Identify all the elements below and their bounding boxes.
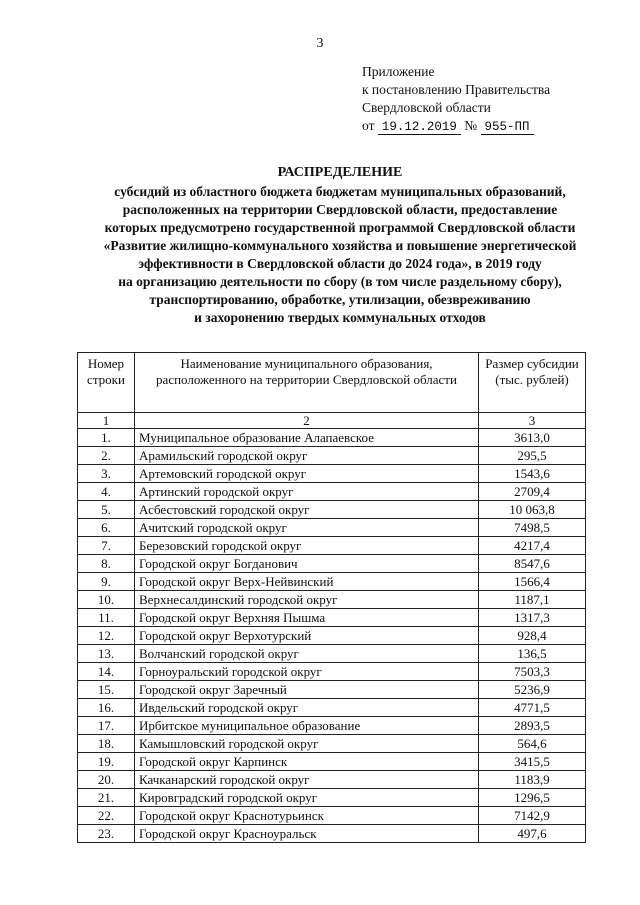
subsidy-amount-cell: 2709,4 (479, 483, 586, 501)
table-row (78, 663, 586, 681)
number-label: № (464, 118, 478, 133)
title-line: которых предусмотрено государственной программой Свердловской области (104, 220, 576, 235)
title-line: расположенных на территории Свердловской области, предоставление (122, 202, 558, 217)
column-number: 2 (135, 413, 479, 429)
subsidies-table (77, 352, 586, 843)
subsidy-amount-cell: 1187,1 (479, 591, 586, 609)
table-row (78, 771, 586, 789)
row-number-cell: 9. (78, 573, 135, 591)
subsidy-amount-cell: 4771,5 (479, 699, 586, 717)
row-number-cell: 7. (78, 537, 135, 555)
row-number-cell: 14. (78, 663, 135, 681)
municipality-name-cell: Городской округ Богданович (135, 555, 479, 573)
row-number-cell: 13. (78, 645, 135, 663)
header-subsidy-amount: Размер субсидии (тыс. рублей) (479, 353, 586, 413)
title-main: РАСПРЕДЕЛЕНИЕ (277, 165, 403, 180)
municipality-name-cell: Березовский городской округ (135, 537, 479, 555)
appendix-line-2: к постановлению Правительства (362, 82, 551, 97)
row-number-cell: 2. (78, 447, 135, 465)
table-row (78, 645, 586, 663)
subsidy-amount-cell: 1543,6 (479, 465, 586, 483)
municipality-name-cell: Городской округ Красноуральск (135, 825, 479, 843)
subsidy-amount-cell: 7503,3 (479, 663, 586, 681)
row-number-cell: 5. (78, 501, 135, 519)
table-row (78, 699, 586, 717)
table-row (78, 447, 586, 465)
row-number-cell: 22. (78, 807, 135, 825)
subsidy-amount-cell: 10 063,8 (479, 501, 586, 519)
resolution-date: 19.12.2019 (378, 120, 461, 135)
subsidy-amount-cell: 7142,9 (479, 807, 586, 825)
column-number: 3 (479, 413, 586, 429)
table-row (78, 609, 586, 627)
row-number-cell: 21. (78, 789, 135, 807)
municipality-name-cell: Горноуральский городской округ (135, 663, 479, 681)
row-number-cell: 4. (78, 483, 135, 501)
from-label: от (362, 118, 375, 133)
row-number-cell: 23. (78, 825, 135, 843)
municipality-name-cell: Городской округ Заречный (135, 681, 479, 699)
municipality-name-cell: Верхнесалдинский городской округ (135, 591, 479, 609)
table-header-row (78, 353, 586, 413)
subsidy-amount-cell: 295,5 (479, 447, 586, 465)
subsidy-amount-cell: 8547,6 (479, 555, 586, 573)
subsidy-amount-cell: 1183,9 (479, 771, 586, 789)
row-number-cell: 16. (78, 699, 135, 717)
subsidy-amount-cell: 5236,9 (479, 681, 586, 699)
table-row (78, 753, 586, 771)
row-number-cell: 1. (78, 429, 135, 447)
subsidy-amount-cell: 136,5 (479, 645, 586, 663)
subsidy-amount-cell: 4217,4 (479, 537, 586, 555)
municipality-name-cell: Кировградский городской округ (135, 789, 479, 807)
subsidy-amount-cell: 3415,5 (479, 753, 586, 771)
municipality-name-cell: Ирбитское муниципальное образование (135, 717, 479, 735)
municipality-name-cell: Артемовский городской округ (135, 465, 479, 483)
municipality-name-cell: Асбестовский городской округ (135, 501, 479, 519)
header-municipality-name: Наименование муниципального образования, расположенного на территории Свердловской области (135, 353, 479, 413)
title-line: «Развитие жилищно-коммунального хозяйства и повышение энергетической (103, 238, 577, 253)
table-row (78, 555, 586, 573)
municipality-name-cell: Городской округ Верхотурский (135, 627, 479, 645)
table-row (78, 591, 586, 609)
subsidy-amount-cell: 7498,5 (479, 519, 586, 537)
municipality-name-cell: Городской округ Верхняя Пышма (135, 609, 479, 627)
document-title (40, 164, 640, 327)
row-number-cell: 18. (78, 735, 135, 753)
title-line: на организацию деятельности по сбору (в том числе раздельному сбору), (118, 274, 562, 289)
table-row (78, 717, 586, 735)
municipality-name-cell: Городской округ Верх-Нейвинский (135, 573, 479, 591)
resolution-number: 955-ПП (481, 120, 534, 135)
table-row (78, 465, 586, 483)
row-number-cell: 10. (78, 591, 135, 609)
table-row (78, 627, 586, 645)
row-number-cell: 19. (78, 753, 135, 771)
table-row (78, 807, 586, 825)
table-row (78, 429, 586, 447)
municipality-name-cell: Ивдельский городской округ (135, 699, 479, 717)
title-subtitle (40, 183, 640, 327)
municipality-name-cell: Городской округ Карпинск (135, 753, 479, 771)
row-number-cell: 3. (78, 465, 135, 483)
table-row (78, 681, 586, 699)
row-number-cell: 17. (78, 717, 135, 735)
appendix-line-1: Приложение (362, 64, 435, 79)
row-number-cell: 20. (78, 771, 135, 789)
subsidy-amount-cell: 1296,5 (479, 789, 586, 807)
subsidy-amount-cell: 3613,0 (479, 429, 586, 447)
appendix-line-3: Свердловской области (362, 100, 491, 115)
subsidy-amount-cell: 1566,4 (479, 573, 586, 591)
municipality-name-cell: Качканарский городской округ (135, 771, 479, 789)
table-row (78, 483, 586, 501)
column-number: 1 (78, 413, 135, 429)
municipality-name-cell: Муниципальное образование Алапаевское (135, 429, 479, 447)
page-number: 3 (316, 36, 324, 51)
municipality-name-cell: Ачитский городской округ (135, 519, 479, 537)
municipality-name-cell: Городской округ Краснотурьинск (135, 807, 479, 825)
title-line: транспортированию, обработке, утилизации, обезвреживанию (149, 292, 531, 307)
row-number-cell: 11. (78, 609, 135, 627)
table-row (78, 573, 586, 591)
row-number-cell: 6. (78, 519, 135, 537)
subsidy-amount-cell: 564,6 (479, 735, 586, 753)
column-number-row (78, 413, 586, 429)
row-number-cell: 12. (78, 627, 135, 645)
table-row (78, 501, 586, 519)
table-row (78, 735, 586, 753)
subsidy-amount-cell: 1317,3 (479, 609, 586, 627)
table-row (78, 789, 586, 807)
municipality-name-cell: Артинский городской округ (135, 483, 479, 501)
table-row (78, 537, 586, 555)
title-line: субсидий из областного бюджета бюджетам муниципальных образований, (114, 184, 566, 199)
municipality-name-cell: Волчанский городской округ (135, 645, 479, 663)
row-number-cell: 8. (78, 555, 135, 573)
subsidy-amount-cell: 928,4 (479, 627, 586, 645)
municipality-name-cell: Камышловский городской округ (135, 735, 479, 753)
title-line: и захоронению твердых коммунальных отходов (194, 310, 486, 325)
table-row (78, 825, 586, 843)
municipality-name-cell: Арамильский городской округ (135, 447, 479, 465)
appendix-date-line (362, 117, 550, 136)
title-line: эффективности в Свердловской области до 2024 года», в 2019 году (138, 256, 542, 271)
row-number-cell: 15. (78, 681, 135, 699)
table-row (78, 519, 586, 537)
subsidy-amount-cell: 497,6 (479, 825, 586, 843)
subsidy-amount-cell: 2893,5 (479, 717, 586, 735)
appendix-block (362, 63, 550, 136)
header-row-number: Номер строки (78, 353, 135, 413)
